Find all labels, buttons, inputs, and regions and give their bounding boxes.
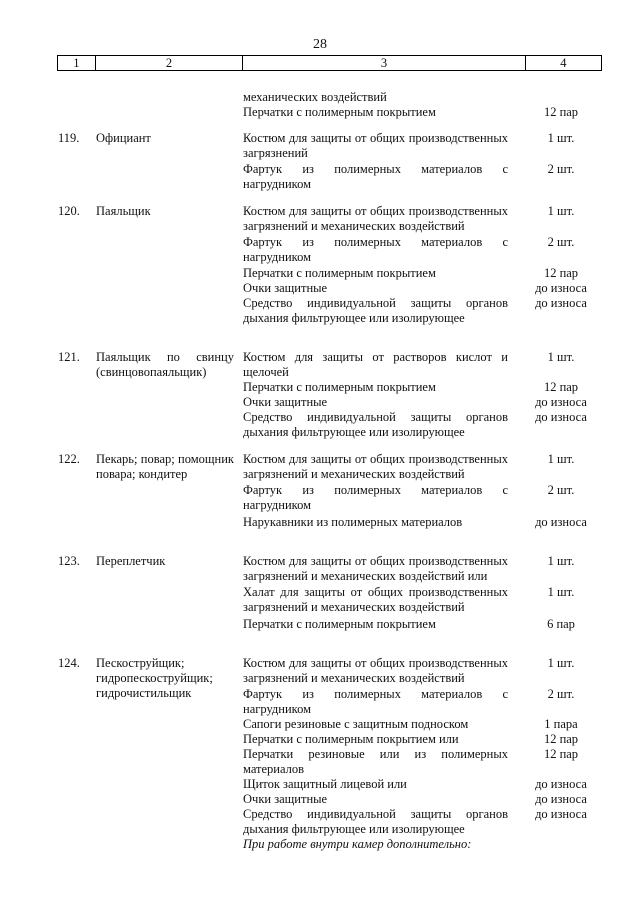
column-header-2: 2 (95, 56, 243, 71)
item (243, 90, 553, 105)
item (243, 235, 575, 265)
item-text: Перчатки резиновые или из полимерных материалов (243, 747, 508, 776)
item (243, 395, 587, 410)
item-text: Средство индивидуальной защиты органов дыхания фильтрующее или изолирующее (243, 807, 508, 836)
item (243, 281, 587, 296)
item-text: Костюм для защиты от общих производственных загрязнений и механических воздействий (243, 656, 508, 685)
item-quantity: 2 шт. (547, 235, 575, 249)
item-quantity: 6 пар (547, 617, 575, 631)
item-text: Фартук из полимерных материалов с нагрудником (243, 235, 508, 264)
item (243, 617, 575, 632)
item-text: Костюм для защиты от общих производственных загрязнений (243, 131, 508, 160)
profession: Пекарь; повар; помощник повара; кондитер (96, 452, 234, 481)
row-number: 121. (58, 350, 80, 364)
item-quantity: до износа (535, 777, 587, 791)
item (243, 131, 575, 161)
item-quantity: 1 шт. (547, 585, 575, 599)
item (243, 777, 587, 792)
item-text: Фартук из полимерных материалов с нагрудником (243, 162, 508, 191)
item (243, 452, 575, 482)
profession: Переплетчик (96, 554, 166, 568)
item-quantity: 12 пар (543, 266, 579, 280)
item-text: Костюм для защиты от растворов кислот и щелочей (243, 350, 508, 379)
row-number: 123. (58, 554, 80, 568)
item-quantity: 1 пара (544, 717, 578, 731)
item (243, 204, 575, 234)
item-quantity: до износа (535, 807, 587, 821)
item-text: Перчатки с полимерным покрытием (243, 266, 436, 280)
item-quantity: 1 шт. (547, 452, 575, 466)
item (243, 732, 579, 747)
row-number: 120. (58, 204, 80, 218)
item (243, 266, 579, 281)
column-header-1: 1 (58, 56, 96, 71)
item (243, 483, 575, 513)
item (243, 554, 575, 584)
row-number: 122. (58, 452, 80, 466)
row-number: 119. (58, 131, 80, 145)
item (243, 792, 587, 807)
item-text: Перчатки с полимерным покрытием (243, 617, 436, 631)
item-text: Средство индивидуальной защиты органов дыхания фильтрующее или изолирующее (243, 296, 508, 325)
item-quantity: 1 шт. (547, 204, 575, 218)
item-quantity: до износа (535, 395, 587, 409)
page-number: 28 (313, 37, 327, 52)
item (243, 656, 575, 686)
item (243, 515, 587, 530)
item-text: Очки защитные (243, 281, 328, 295)
item (243, 296, 587, 326)
item-text: Средство индивидуальной защиты органов дыхания фильтрующее или изолирующее (243, 410, 508, 439)
item-quantity: 12 пар (543, 747, 579, 761)
item-quantity: 1 шт. (547, 656, 575, 670)
item-quantity: 12 пар (543, 380, 579, 394)
item-text: Очки защитные (243, 395, 328, 409)
item-quantity: до износа (535, 281, 587, 295)
item-text: Перчатки с полимерным покрытием (243, 380, 436, 394)
item-quantity: до износа (535, 296, 587, 310)
item-quantity: 2 шт. (547, 483, 575, 497)
item-text: Костюм для защиты от общих производственных загрязнений и механических воздействий или (243, 554, 508, 583)
item-text: Костюм для защиты от общих производственных загрязнений и механических воздействий (243, 204, 508, 233)
item-quantity: 1 шт. (547, 554, 575, 568)
profession: Паяльщик по свинцу (свинцовопаяльщик) (96, 350, 234, 379)
column-header-3: 3 (243, 56, 525, 71)
item-quantity: до износа (535, 410, 587, 424)
item-text: Фартук из полимерных материалов с нагрудником (243, 687, 508, 716)
profession: Официант (96, 131, 151, 145)
item-text: Очки защитные (243, 792, 328, 806)
item-quantity: до износа (535, 792, 587, 806)
column-header-table (57, 55, 602, 71)
item (243, 807, 587, 837)
item (243, 410, 587, 440)
item-quantity: 12 пар (543, 732, 579, 746)
item-quantity: 2 шт. (547, 162, 575, 176)
item (243, 717, 578, 732)
item-quantity: до износа (535, 515, 587, 529)
item-text: Перчатки с полимерным покрытием (243, 105, 436, 119)
footer-note-text: При работе внутри камер дополнительно: (243, 837, 472, 851)
footer-note (243, 837, 553, 852)
item-text: Сапоги резиновые с защитным подноском (243, 717, 469, 731)
item-text: Щиток защитный лицевой или (243, 777, 407, 791)
item (243, 105, 579, 120)
item-quantity: 12 пар (543, 105, 579, 119)
item-text: Перчатки с полимерным покрытием или (243, 732, 459, 746)
item (243, 162, 575, 192)
item (243, 747, 579, 777)
item-quantity: 1 шт. (547, 131, 575, 145)
item-quantity: 1 шт. (547, 350, 575, 364)
item (243, 350, 575, 380)
item-text: Нарукавники из полимерных материалов (243, 515, 463, 529)
item (243, 687, 575, 717)
item (243, 585, 575, 615)
profession: Пескоструйщик; гидропескоструйщик; гидрочистильщик (96, 656, 213, 700)
profession: Паяльщик (96, 204, 151, 218)
column-header-4: 4 (525, 56, 601, 71)
item-text: механических воздействий (243, 90, 387, 104)
item-text: Фартук из полимерных материалов с нагрудником (243, 483, 508, 512)
item-text: Костюм для защиты от общих производственных загрязнений и механических воздействий (243, 452, 508, 481)
item-quantity: 2 шт. (547, 687, 575, 701)
item-text: Халат для защиты от общих производственных загрязнений и механических воздействий (243, 585, 508, 614)
row-number: 124. (58, 656, 80, 670)
item (243, 380, 579, 395)
